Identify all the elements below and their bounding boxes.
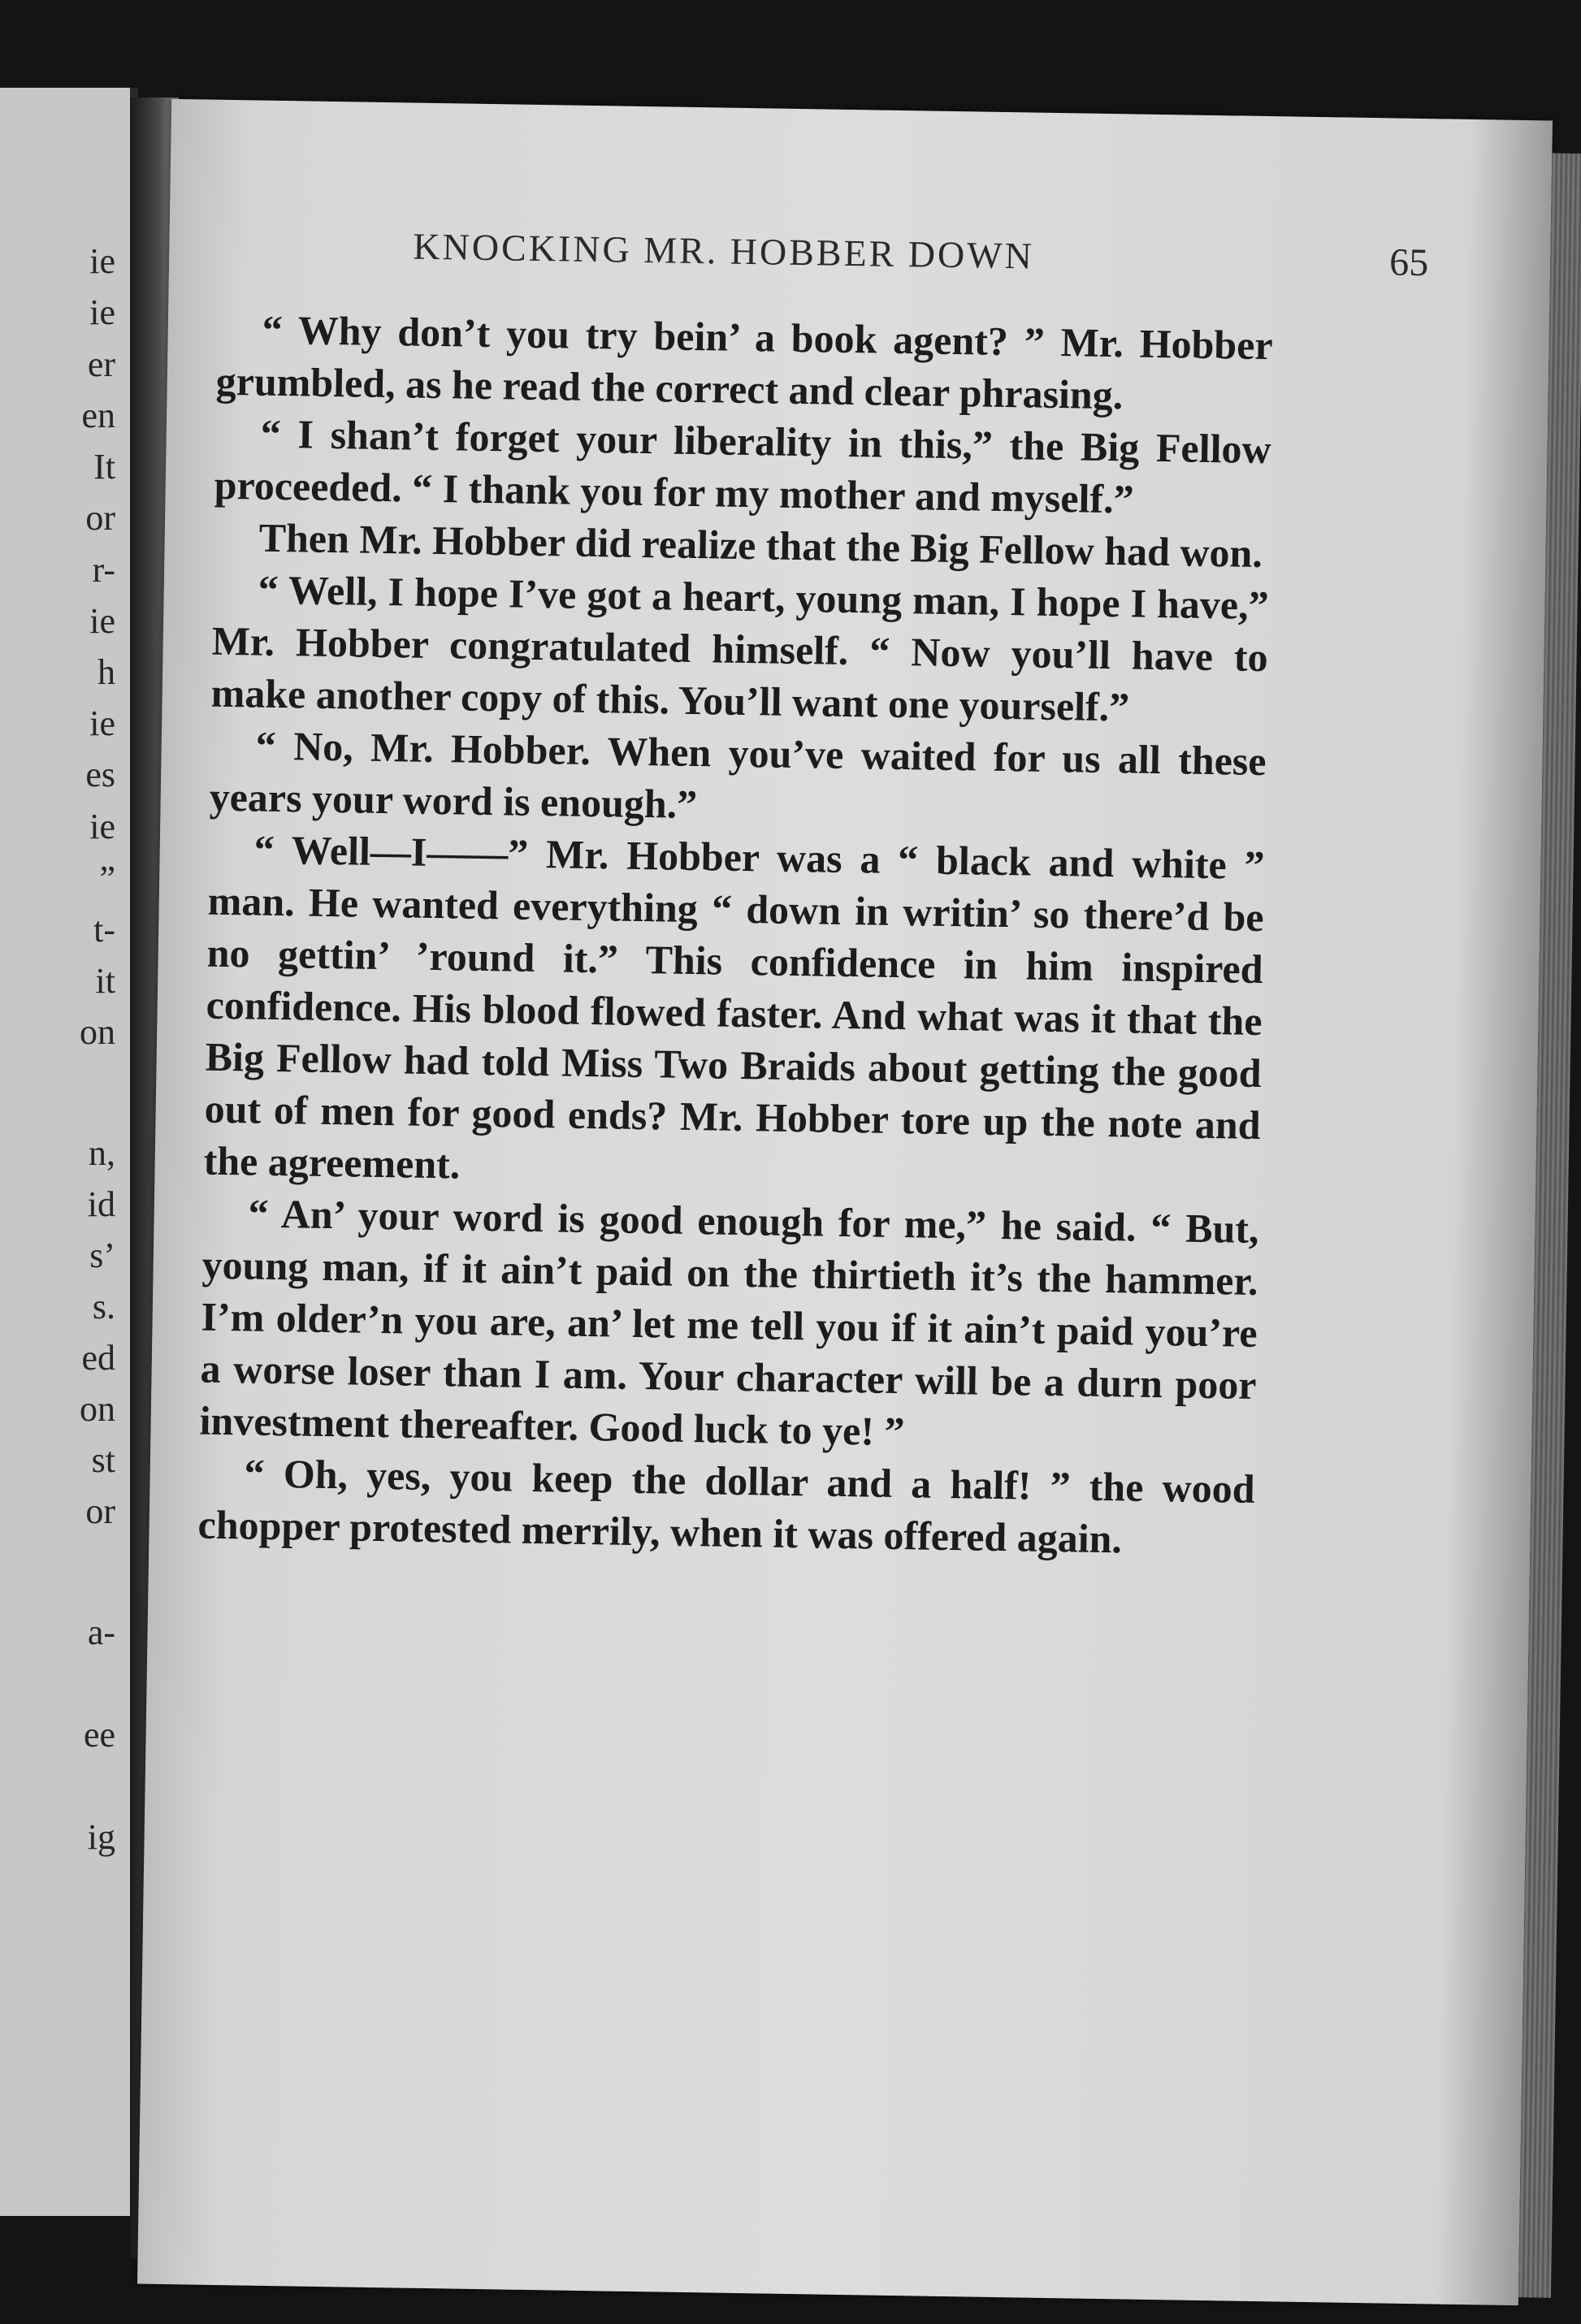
paragraph: “ Why don’t you try bein’ a book agent? ” Mr. Hobber grumbled, as he read the correct and clear phrasing.: [215, 306, 1274, 418]
paragraph: “ Well, I hope I’ve got a heart, young man, I hope I have,” Mr. Hobber congratulated himself. “ Now you’ll have to make another copy of this. You’ll want one yourself.”: [210, 566, 1270, 730]
facing-page-fragment: en: [81, 396, 115, 435]
paragraph: Then Mr. Hobber did realize that the Big Fellow had won.: [258, 514, 1263, 576]
facing-page-fragment: r-: [92, 550, 115, 590]
paragraph: “ An’ your word is good enough for me,” he said. “ But, young man, if it ain’t paid on the thirtieth it’s the hammer. I’m older’n you are, an’ let me tell you if it ain’t paid you’re a worse loser than I am. Your character will be a durn poor investment thereafter. Good luck to ye! ”: [199, 1190, 1259, 1455]
facing-page-fragment: n,: [89, 1133, 115, 1173]
page-edge-stack: [1518, 154, 1581, 2298]
facing-page-fragment: s’: [89, 1236, 115, 1275]
book-page: [137, 99, 1553, 2305]
facing-page-fragment: ig: [87, 1817, 115, 1857]
facing-page-fragment: er: [87, 344, 115, 384]
facing-page-fragment: a-: [87, 1612, 115, 1652]
facing-page-fragment: ed: [81, 1338, 115, 1378]
facing-page-fragment: s.: [92, 1287, 115, 1326]
facing-page-fragment: it: [95, 961, 115, 1001]
paragraph: “ I shan’t forget your liberality in this,” the Big Fellow proceeded. “ I thank you for my mother and myself.”: [214, 410, 1272, 522]
page-header: [413, 225, 1429, 298]
page-number: 65: [1388, 240, 1429, 285]
facing-page-fragment: ie: [89, 807, 115, 846]
paragraph: “ Well—I——” Mr. Hobber was a “ black and white ” man. He wanted everything “ down in writin’ so there’d be no gettin’ ’round it.” This confidence in him inspired confidence. His blood flowed faster. And what was it that the Big Fellow had told Miss Two Braids about getting the good out of men for good ends? Mr. Hobber tore up the note and the agreement.: [203, 826, 1266, 1188]
body-text: [197, 303, 1273, 1567]
facing-page-fragment: id: [87, 1184, 115, 1224]
facing-page-fragment: on: [80, 1389, 115, 1429]
facing-page-fragment: or: [85, 1491, 115, 1531]
paragraph: “ No, Mr. Hobber. When you’ve waited for us all these years your word is enough.”: [209, 722, 1267, 828]
facing-page-fragment: st: [91, 1440, 115, 1480]
facing-page-fragment: ie: [89, 601, 115, 641]
facing-page-fragment: It: [93, 447, 115, 487]
facing-page-fragment: on: [80, 1012, 115, 1052]
facing-page-fragment: t-: [93, 910, 115, 950]
facing-page-fragment: h: [97, 652, 115, 692]
facing-page-fragment: ee: [83, 1715, 115, 1755]
facing-page-fragment: es: [85, 755, 115, 794]
facing-page-fragment: ”: [99, 859, 115, 898]
running-head: KNOCKING MR. HOBBER DOWN: [413, 225, 1035, 277]
facing-page-fragment: ie: [89, 292, 115, 332]
facing-page-fragment: or: [85, 498, 115, 538]
facing-page-fragment: ie: [89, 241, 115, 281]
paragraph: “ Oh, yes, you keep the dollar and a half! ” the wood chopper protested merrily, when it was offered again.: [197, 1450, 1255, 1562]
facing-page: [0, 88, 138, 2216]
facing-page-fragment: ie: [89, 703, 115, 743]
